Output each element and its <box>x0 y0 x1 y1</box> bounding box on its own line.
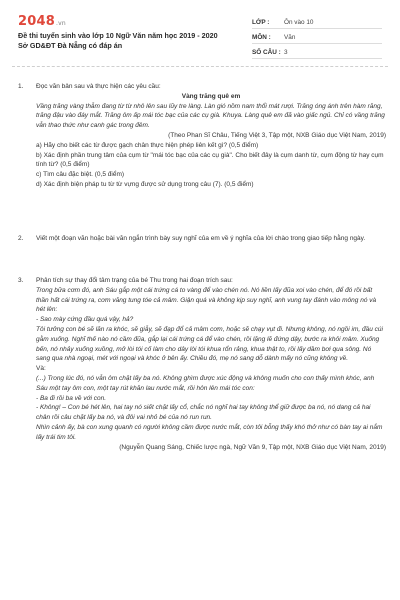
question-number: 1. <box>18 83 24 90</box>
passage-title: Vàng trăng quê em <box>181 92 241 100</box>
question-prompt: Đọc văn bản sau và thực hiện các yêu cầu: <box>36 83 161 90</box>
dialogue-line: - Sao mày cứng đầu quá vậy, hả? <box>36 316 134 324</box>
question-content <box>36 276 386 452</box>
sub-question-d: d) Xác định biện pháp tu từ từ vựng được sử dụng trong câu (7). (0,5 điểm) <box>36 180 254 188</box>
question-prompt: Viết một đoạn văn hoặc bài văn ngắn trình bày suy nghĩ của em về ý nghĩa của lời chào trong giao tiếp hằng ngày. <box>36 235 366 242</box>
question-prompt: Phân tích sự thay đổi tâm trạng của bé Thu trong hai đoạn trích sau: <box>36 277 233 284</box>
question-content <box>36 82 386 190</box>
excerpt-paragraph: - Không! – Con bé hét lên, hai tay nó siết chặt lấy cổ, chắc nó nghĩ hai tay không thể giữ được ba nó, nó dang cả hai chân rồi câu chặt lấy ba nó, và đôi vai nhỏ bé của nó run run. <box>36 404 371 422</box>
connector-text: Và: <box>36 365 46 373</box>
meta-value: 3 <box>284 49 288 56</box>
excerpt-source: (Nguyễn Quang Sáng, Chiếc lược ngà, Ngữ Văn 9, Tập một, NXB Giáo dục Việt Nam, 2019) <box>119 443 386 451</box>
sub-question-b: b) Xác định phần trung tâm của cụm từ "mái tóc bạc của các cụ già". Cho biết đây là cụm danh từ, cụm động từ hay cụm tính từ? (0,5 điểm) <box>36 151 384 169</box>
meta-row-count <box>252 44 382 59</box>
question-number: 3. <box>18 277 24 284</box>
excerpt-paragraph: (...) Trong lúc đó, nó vẫn ôm chặt lấy ba nó. Không ghìm được xúc động và không muốn cho con thấy mình khóc, anh Sáu một tay ôm con, một tay rút khăn lau nước mắt, rồi hôn lên mái tóc con: <box>36 374 375 392</box>
logo-suffix: .vn <box>55 20 66 27</box>
excerpt-paragraph: Nhìn cảnh ấy, bà con xung quanh có người không cầm được nước mắt, còn tôi bỗng thấy khó thở như có bàn tay ai nắm lấy trái tim tôi. <box>36 423 383 441</box>
excerpt-paragraph: Tôi tưởng con bé sẽ lăn ra khóc, sẽ giẫy, sẽ đạp đổ cả mâm cơm, hoặc sẽ chạy vụt đi. Nhưng không, nó ngồi im, đầu cúi gằm xuống. Nghĩ thế nào nó cầm đũa, gắp lại cái trứng cá để vào chén, rồi lặng lẽ đứng dậy, bước ra khỏi mâm. Xuống bến, nó nhảy xuống xuồng, mở lòi tói cố làm cho dây lòi tói khua rổn rảng, khua thật to, rồi lấy dầm bơi qua sông. Nó sang qua nhà ngoại, mét với ngoại và khóc ở bên ấy. Chiều đó, mẹ nó sang dỗ dành mấy nó cũng không về. <box>36 325 383 363</box>
meta-row-subject <box>252 29 382 44</box>
meta-label: SỐ CÂU : <box>252 49 281 56</box>
passage-text: Vầng trăng vàng thẫm đang từ từ nhô lên sau lũy tre làng. Làn gió nồm nam thổi mát rượi. Trăng óng ánh trên hàm răng, trăng đậu vào đáy mắt. Trăng ôm ấp mái tóc bạc của các cụ già. Khuya. Làng quê em đã vào giấc ngủ. Chỉ có vầng trăng vẫn thao thức như canh gác trong đêm. <box>36 102 385 130</box>
meta-value: Văn <box>284 34 296 41</box>
passage-source: (Theo Phan Sĩ Châu, Tiếng Việt 3, Tập một, NXB Giáo dục Việt Nam, 2019) <box>168 131 386 139</box>
dialogue-line: - Ba đi rồi ba về với con. <box>36 394 107 402</box>
logo-text: 2048 <box>18 14 55 29</box>
meta-label: LỚP : <box>252 19 270 26</box>
meta-label: MÔN : <box>252 34 271 41</box>
site-logo[interactable] <box>18 14 66 29</box>
question-content <box>36 234 386 244</box>
exam-meta <box>252 14 382 59</box>
exam-title-line1: Đề thi tuyển sinh vào lớp 10 Ngữ Văn năm học 2019 - 2020 <box>18 31 218 40</box>
excerpt-paragraph: Trong bữa cơm đó, anh Sáu gắp một cái trứng cá to vàng để vào chén nó. Nó liền lấy đũa xoi vào chén, để đó rồi bất thần hất cái trứng ra, cơm văng tung tóe cả mâm. Giận quá và không kịp suy nghĩ, anh vung tay đánh vào mông nó và hét lên: <box>36 286 377 314</box>
question-number: 2. <box>18 235 24 242</box>
meta-row-class <box>252 14 382 29</box>
exam-title <box>18 31 250 51</box>
exam-title-line2: Sở GD&ĐT Đà Nẵng có đáp án <box>18 41 123 50</box>
sub-question-c: c) Tìm câu đặc biệt. (0,5 điểm) <box>36 171 125 179</box>
sub-question-a: a) Hãy cho biết các từ được gạch chân thực hiện phép liên kết gì? (0,5 điểm) <box>36 141 259 149</box>
meta-value: Ôn vào 10 <box>284 19 314 26</box>
header-divider <box>12 66 388 67</box>
